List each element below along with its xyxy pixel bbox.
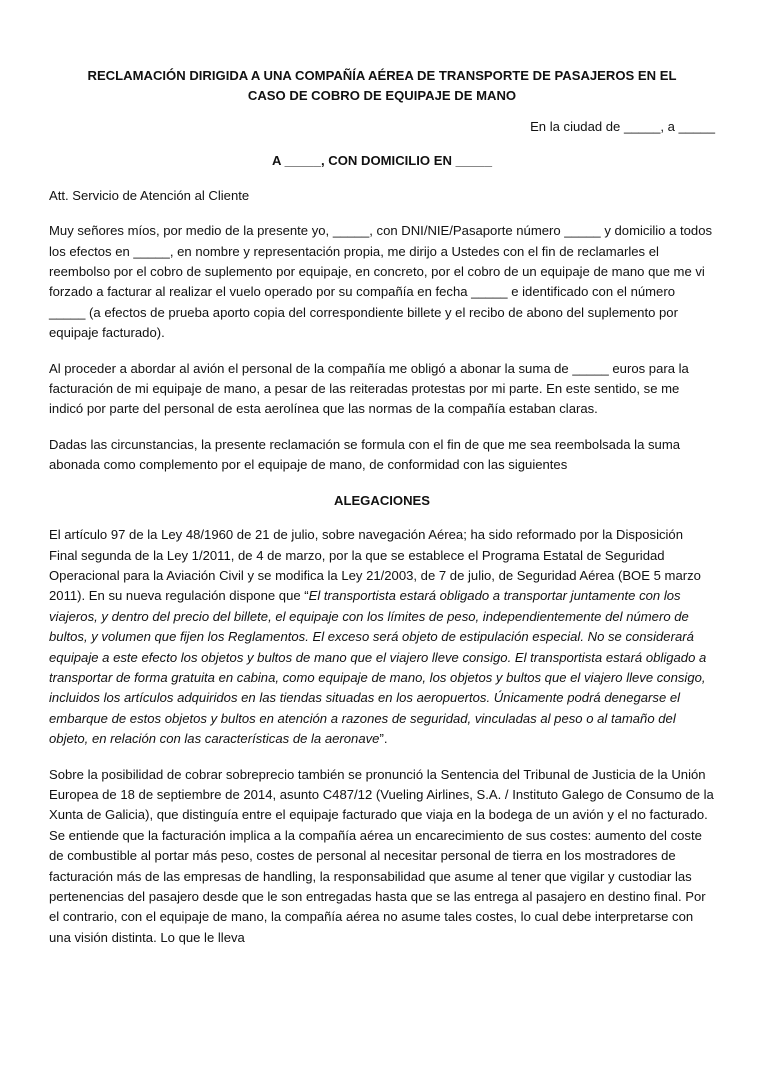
paragraph-introduction: Muy señores míos, por medio de la presente yo, _____, con DNI/NIE/Pasaporte número _____ y domicilio a todos los efectos en _____, en nombre y representación propia, me dirijo a Ustedes con el fin de reclamarles el reembolso por el cobro de suplemento por equipaje, en concreto, por el cobro de un equipaje de mano que me vi forzado a facturar al realizar el vuelo operado por su compañía en fecha _____ e identificado con el número _____ (a efectos de prueba aporto copia del correspondiente billete y el recibo de abono del suplemento por equipaje facturado).: [49, 223, 713, 341]
paragraph-court-ruling: Sobre la posibilidad de cobrar sobreprecio también se pronunció la Sentencia del Tribunal de Justicia de la Unión Europea de 18 de septiembre de 2014, asunto C487/12 (Vueling Airlines, S.A. / Instituto Galego de Consumo de la Xunta de Galicia), que distinguía entre el equipaje facturado que viaja en la bodega de un avión y el no facturado. Se entiende que la facturación implica a la compañía aérea un encarecimiento de sus costes: aumento del coste de combustible al portar más peso, costes de personal al necesitar personal de tierra en los mostradores de facturación más de las empresas de handling, la responsabilidad que asume al tener que vigilar y custodiar las pertenencias del pasajero desde que le son entregadas hasta que se las entrega al pasajero en destino final. Por el contrario, con el equipaje de mano, la compañía aérea no asume tales costes, lo cual debe interpretarse con una visión distinta. Lo que le lleva: [49, 766, 714, 945]
title-line-1: RECLAMACIÓN DIRIGIDA A UNA COMPAÑÍA AÉREA DE TRANSPORTE DE PASAJEROS EN EL: [87, 68, 677, 83]
paragraph-legal-basis: [49, 525, 715, 749]
legal-quote: El transportista estará obligado a transportar juntamente con los viajeros, y dentro del precio del billete, el equipaje con los límites de peso, independientemente del número de bultos, y volumen que fijen los Reglamentos. El exceso será objeto de estipulación especial. No se considerará equipaje a este efecto los objetos y bultos de mano que el viajero lleve consigo. El transportista estará obligado a transportar de forma gratuita en cabina, como equipaje de mano, los objetos y bultos que el viajero lleve consigo, incluidos los artículos adquiridos en las tiendas situadas en los aeropuertos. Únicamente podrá denegarse el embarque de estos objetos y bultos en atención a razones de seguridad, vinculadas al peso o al tamaño del objeto, en relación con las características de la aeronave: [49, 588, 707, 747]
paragraph-purpose: Dadas las circunstancias, la presente reclamación se formula con el fin de que me sea reembolsada la suma abonada como complemento por el equipaje de mano, de conformidad con las siguientes: [49, 436, 681, 473]
legal-basis-intro: El artículo 97 de la Ley 48/1960 de 21 de julio, sobre navegación Aérea; ha sido reformado por la Disposición Final segunda de la Ley 1/2011, de 4 de marzo, por la que se establece el Programa Estatal de Seguridad Operacional para la Aviación Civil y se modifica la Ley 21/2003, de 7 de julio, de Seguridad Aérea (BOE 5 marzo 2011). En su nueva regulación dispone que “: [49, 527, 701, 604]
title-line-2: CASO DE COBRO DE EQUIPAJE DE MANO: [247, 88, 517, 103]
place-date-line: En la ciudad de _____, a _____: [530, 119, 715, 134]
section-heading-alegaciones: ALEGACIONES: [333, 492, 431, 508]
addressee-line: A _____, CON DOMICILIO EN _____: [271, 153, 492, 169]
legal-quote-close: ”.: [379, 731, 388, 747]
attention-line: Att. Servicio de Atención al Cliente: [49, 187, 250, 203]
paragraph-facts: Al proceder a abordar al avión el personal de la compañía me obligó a abonar la suma de _____ euros para la facturación de mi equipaje de mano, a pesar de las reiteradas protestas por mi parte. En este sentido, se me indicó por parte del personal de esta aerolínea que las normas de la compañía estaban claras.: [49, 360, 689, 417]
document-title: [49, 66, 715, 106]
